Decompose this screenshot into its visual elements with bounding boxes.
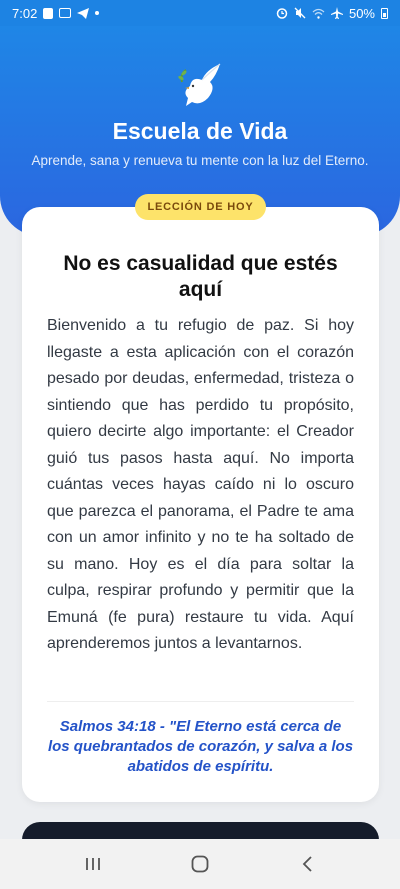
status-left: [12, 6, 99, 21]
system-nav-bar: [0, 839, 400, 889]
lesson-body: Bienvenido a tu refugio de paz. Si hoy llegaste a esta aplicación con el corazón pesado por deudas, enfermedad, tristeza o sintiendo que has perdido tu propósito, quiero decirte algo importante: el Creador guió tus pasos hasta aquí. No importa cuántas veces hayas caído ni lo oscuro que parezca el panorama, el Padre te ama con un amor infinito y no te ha soltado de su mano. Hoy es el día para soltar la culpa, respirar profundo y permitir que la Emuná (fe pura) restaure tu vida. Aquí aprenderemos juntos a levantarnos.: [47, 317, 354, 652]
back-icon: [301, 855, 313, 873]
home-icon: [191, 855, 209, 873]
wifi-off-icon: [312, 8, 325, 19]
more-notifications-icon: [95, 11, 99, 15]
verse-quote: Salmos 34:18 - "El Eterno está cerca de los quebrantados de corazón, y salva a los abatidos de espíritu.: [47, 718, 354, 775]
battery-icon: [381, 8, 388, 19]
status-right: [276, 6, 388, 21]
back-button[interactable]: [292, 849, 322, 879]
status-bar: [0, 0, 400, 26]
battery-percent: 50%: [348, 5, 375, 21]
mute-icon: [294, 7, 306, 19]
alarm-icon: [276, 7, 288, 19]
recent-apps-icon: [84, 856, 102, 872]
notification-icon: [43, 8, 53, 19]
airplane-icon: [331, 7, 343, 19]
lesson-title: No es casualidad que estés aquí: [63, 252, 338, 301]
home-button[interactable]: [185, 849, 215, 879]
dove-icon: [176, 62, 224, 108]
app-subtitle: Aprende, sana y renueva tu mente con la luz del Eterno.: [31, 153, 369, 168]
lesson-card: [22, 201, 379, 802]
status-time: 7:02: [12, 5, 38, 21]
lesson-badge: LECCIÓN DE HOY: [135, 194, 266, 220]
gallery-icon: [59, 8, 71, 18]
telegram-icon: [77, 8, 89, 19]
divider: [47, 701, 354, 702]
recent-apps-button[interactable]: [78, 849, 108, 879]
app-title: Escuela de Vida: [112, 118, 288, 144]
